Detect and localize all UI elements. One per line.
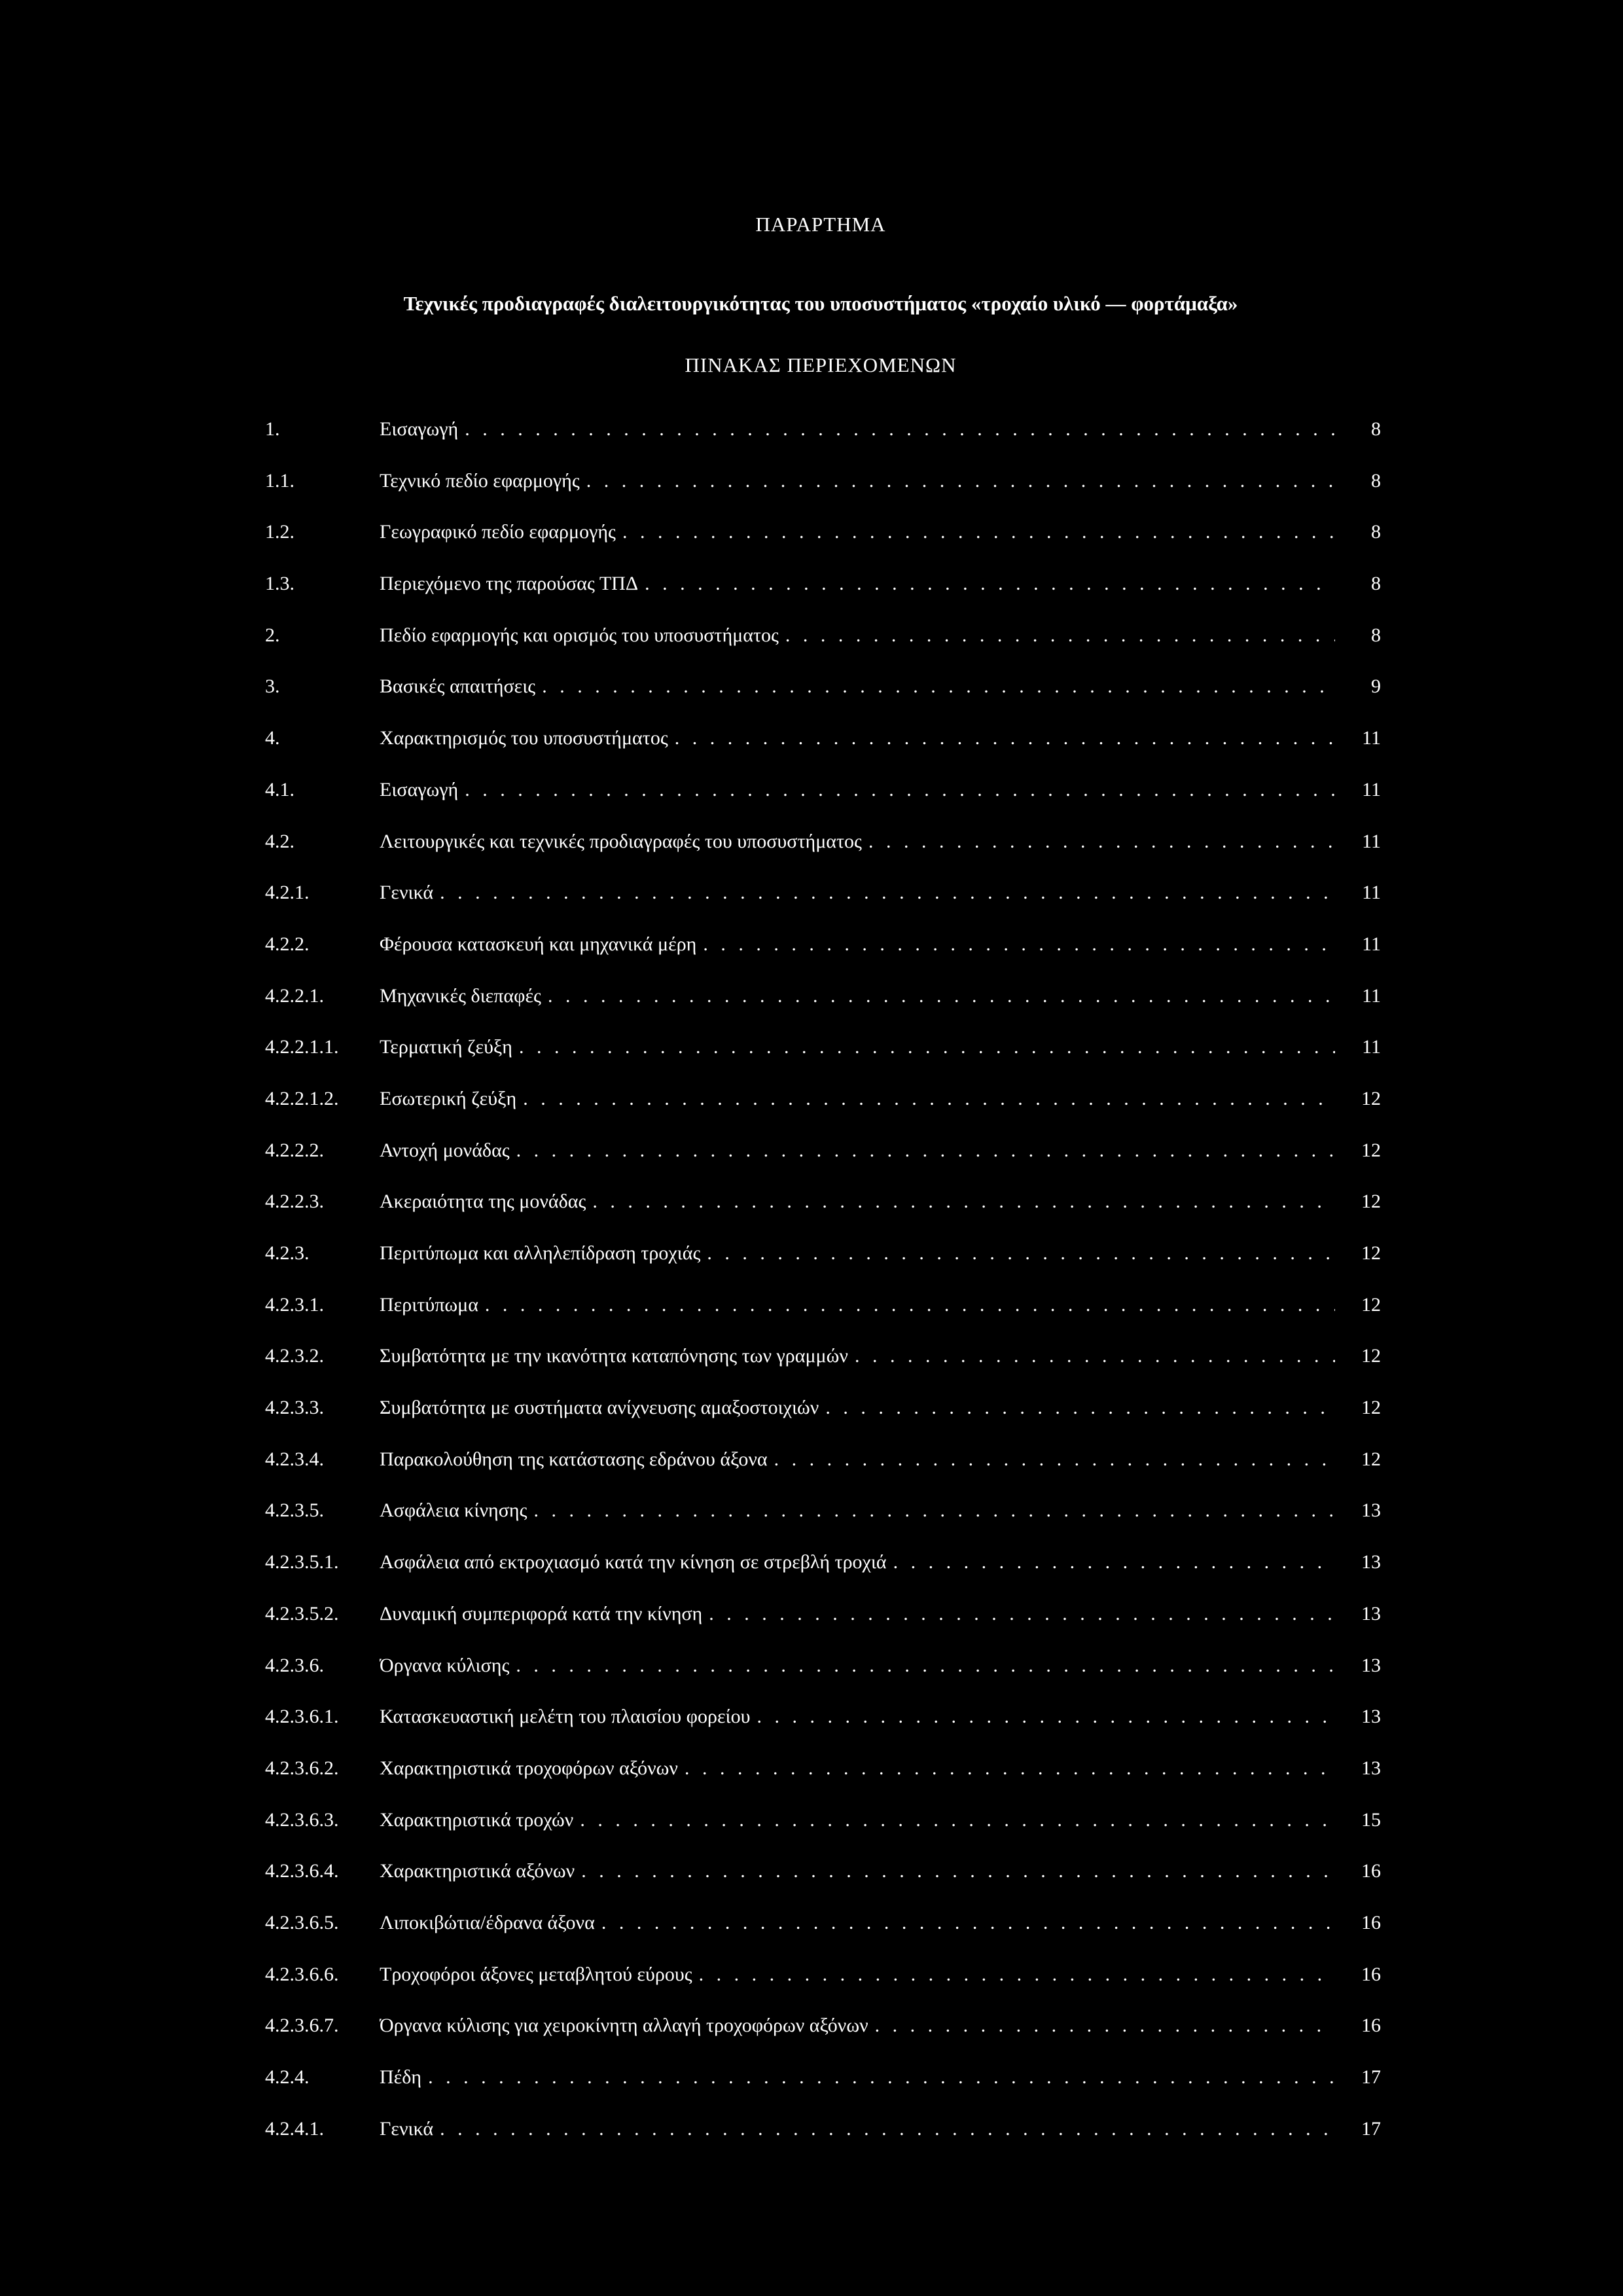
toc-entry-title-wrap (380, 720, 1335, 757)
toc-entry[interactable] (265, 1956, 1381, 2008)
toc-entry[interactable] (265, 411, 1381, 463)
toc-entry-title: Αντοχή μονάδας (380, 1139, 510, 1161)
toc-entry[interactable] (265, 1698, 1381, 1750)
toc-dot-leader (586, 463, 1335, 499)
toc-entry-number: 2. (265, 624, 280, 646)
toc-entry[interactable] (265, 565, 1381, 617)
toc-entry[interactable] (265, 2111, 1381, 2162)
toc-entry[interactable] (265, 1390, 1381, 1441)
toc-entry[interactable] (265, 514, 1381, 565)
toc-entry-title-wrap (380, 1081, 1335, 1117)
toc-entry-page-number: 16 (1361, 1911, 1381, 1933)
toc-dot-leader (699, 1956, 1335, 1993)
toc-entry-page-number: 11 (1362, 984, 1381, 1007)
toc-entry-title-wrap (380, 874, 1335, 911)
toc-entry-number: 4.2.2. (265, 933, 310, 955)
toc-entry-page-number: 17 (1361, 2117, 1381, 2140)
toc-entry-title: Περιτύπωμα και αλληλεπίδραση τροχιάς (380, 1242, 701, 1264)
toc-entry-number: 4.2.3.5.2. (265, 1602, 339, 1624)
toc-entry-title: Τροχοφόροι άξονες μεταβλητού εύρους (380, 1963, 692, 1985)
toc-entry-page-number: 11 (1362, 1036, 1381, 1058)
toc-dot-leader (465, 772, 1335, 808)
toc-entry-number: 4.2.3.6.7. (265, 2015, 339, 2037)
toc-entry-number: 4.2. (265, 830, 294, 852)
toc-entry[interactable] (265, 1132, 1381, 1184)
toc-entry-page-number: 12 (1361, 1345, 1381, 1367)
annex-title: ΠΑΡΑΡΤΗΜΑ (755, 213, 886, 236)
toc-entry[interactable] (265, 926, 1381, 978)
toc-entry-title-wrap (380, 2059, 1335, 2096)
toc-dot-leader (542, 668, 1335, 705)
toc-entry-title-wrap (380, 1287, 1335, 1323)
toc-dot-leader (868, 823, 1335, 860)
toc-entry-number: 4.2.3.2. (265, 1345, 324, 1367)
toc-entry-page-number: 11 (1362, 830, 1381, 852)
toc-entry-title-wrap (380, 1338, 1335, 1374)
toc-entry-title-wrap (380, 514, 1335, 550)
toc-entry-page-number: 11 (1362, 778, 1381, 800)
toc-entry-number: 4.2.3.1. (265, 1293, 324, 1316)
toc-entry-page-number: 9 (1371, 675, 1381, 698)
toc-entry-title-wrap (380, 1956, 1335, 1993)
toc-entry-page-number: 16 (1361, 1860, 1381, 1882)
toc-entry[interactable] (265, 978, 1381, 1030)
toc-entry-title: Παρακολούθηση της κατάστασης εδράνου άξονα (380, 1448, 768, 1470)
toc-entry-title-wrap (380, 1750, 1335, 1787)
toc-entry[interactable] (265, 823, 1381, 875)
toc-entry-number: 3. (265, 675, 280, 698)
toc-entry-title-wrap (380, 1132, 1335, 1169)
toc-entry-page-number: 13 (1361, 1551, 1381, 1573)
toc-entry-number: 4.2.2.1. (265, 984, 324, 1007)
toc-entry-page-number: 12 (1361, 1087, 1381, 1109)
toc-entry-title: Χαρακτηριστικά αξόνων (380, 1860, 575, 1882)
toc-entry-title-wrap (380, 1853, 1335, 1890)
toc-entry-title: Συμβατότητα με την ικανότητα καταπόνησης των γραμμών (380, 1345, 848, 1367)
toc-entry-page-number: 8 (1371, 624, 1381, 646)
toc-entry-title-wrap (380, 1029, 1335, 1066)
toc-entry[interactable] (265, 2007, 1381, 2059)
toc-entry-number: 4.2.3.6.2. (265, 1757, 339, 1779)
toc-entry[interactable] (265, 874, 1381, 926)
toc-entry-page-number: 11 (1362, 933, 1381, 955)
toc-entry-number: 1.3. (265, 573, 294, 595)
toc-entry-number: 1.1. (265, 469, 294, 492)
toc-entry-number: 4. (265, 727, 280, 749)
toc-entry-title-wrap (380, 1183, 1335, 1220)
toc-entry-page-number: 8 (1371, 418, 1381, 440)
toc-entry[interactable] (265, 1029, 1381, 1081)
toc-entry[interactable] (265, 772, 1381, 823)
toc-dot-leader (703, 926, 1335, 963)
toc-entry-number: 4.2.2.2. (265, 1139, 324, 1161)
toc-entry-title: Γεωγραφικό πεδίο εφαρμογής (380, 521, 616, 543)
toc-entry-title-wrap (380, 926, 1335, 963)
toc-dot-leader (825, 1390, 1335, 1426)
toc-entry-title: Χαρακτηριστικά τροχοφόρων αξόνων (380, 1757, 678, 1779)
toc-entry-number: 4.2.4. (265, 2066, 310, 2088)
toc-entry-title-wrap (380, 1802, 1335, 1839)
toc-entry-title: Χαρακτηρισμός του υποσυστήματος (380, 727, 668, 749)
toc-entry-number: 4.1. (265, 778, 294, 800)
toc-entry[interactable] (265, 1905, 1381, 1956)
toc-dot-leader (580, 1802, 1335, 1839)
toc-entry-number: 4.2.1. (265, 882, 310, 904)
toc-dot-leader (519, 1029, 1335, 1066)
toc-entry-number: 1. (265, 418, 280, 440)
toc-entry-page-number: 12 (1361, 1242, 1381, 1264)
toc-dot-leader (601, 1905, 1335, 1941)
toc-dot-leader (893, 1544, 1335, 1581)
toc-dot-leader (645, 565, 1335, 602)
toc-entry-title: Κατασκευαστική μελέτη του πλαισίου φορείου (380, 1706, 751, 1728)
toc-entry-title-wrap (380, 565, 1335, 602)
toc-dot-leader (440, 874, 1335, 911)
toc-entry-number: 4.2.3.6.4. (265, 1860, 339, 1882)
toc-entry-page-number: 15 (1361, 1808, 1381, 1831)
toc-entry-title: Περιτύπωμα (380, 1293, 478, 1316)
toc-entry[interactable] (265, 1596, 1381, 1647)
toc-entry-page-number: 16 (1361, 2015, 1381, 2037)
toc-entry-title-wrap (380, 2111, 1335, 2147)
toc-entry-title-wrap (380, 978, 1335, 1014)
toc-entry-title: Τεχνικό πεδίο εφαρμογής (380, 469, 580, 492)
toc-entry-title: Εσωτερική ζεύξη (380, 1087, 517, 1109)
toc-entry-number: 4.2.3. (265, 1242, 310, 1264)
toc-entry-title-wrap (380, 1905, 1335, 1941)
toc-dot-leader (875, 2007, 1335, 2044)
toc-entry-title-wrap (380, 1698, 1335, 1735)
toc-entry[interactable] (265, 1750, 1381, 1802)
toc-entry-title: Ακεραιότητα της μονάδας (380, 1191, 586, 1213)
toc-entry-title: Ασφάλεια από εκτροχιασμό κατά την κίνηση σε στρεβλή τροχιά (380, 1551, 887, 1573)
toc-entry-title: Μηχανικές διεπαφές (380, 984, 541, 1007)
toc-entry[interactable] (265, 1492, 1381, 1544)
toc-entry[interactable] (265, 1802, 1381, 1854)
toc-entry-title: Συμβατότητα με συστήματα ανίχνευσης αμαξοστοιχιών (380, 1397, 819, 1419)
toc-entry[interactable] (265, 1647, 1381, 1699)
toc-entry-number: 4.2.2.1.1. (265, 1036, 339, 1058)
toc-entry-title-wrap (380, 1441, 1335, 1478)
toc-entry-page-number: 17 (1361, 2066, 1381, 2088)
toc-entry-title-wrap (380, 1544, 1335, 1581)
toc-entry[interactable] (265, 1338, 1381, 1390)
toc-entry-title: Πέδη (380, 2066, 422, 2088)
toc-entry-page-number: 12 (1361, 1397, 1381, 1419)
toc-entry-page-number: 12 (1361, 1139, 1381, 1161)
toc-entry-title: Όργανα κύλισης για χειροκίνητη αλλαγή τροχοφόρων αξόνων (380, 2015, 868, 2037)
toc-dot-leader (548, 978, 1335, 1014)
toc-entry[interactable] (265, 463, 1381, 514)
toc-entry-page-number: 8 (1371, 469, 1381, 492)
toc-entry-title: Εισαγωγή (380, 418, 459, 440)
toc-entry-title: Γενικά (380, 882, 434, 904)
toc-entry[interactable] (265, 668, 1381, 720)
toc-entry-title: Εισαγωγή (380, 778, 459, 800)
toc-entry-page-number: 8 (1371, 573, 1381, 595)
toc-entry-number: 4.2.3.3. (265, 1397, 324, 1419)
toc-entry[interactable] (265, 1544, 1381, 1596)
toc-entry-page-number: 12 (1361, 1448, 1381, 1470)
toc-dot-leader (709, 1596, 1335, 1632)
toc-entry-number: 4.2.3.5. (265, 1499, 324, 1522)
toc-entry[interactable] (265, 1235, 1381, 1287)
toc-entry-title-wrap (380, 2007, 1335, 2044)
toc-entry[interactable] (265, 617, 1381, 669)
toc-entry-title-wrap (380, 823, 1335, 860)
toc-dot-leader (675, 720, 1335, 757)
toc-dot-leader (533, 1492, 1335, 1529)
toc-dot-leader (465, 411, 1335, 448)
toc-entry[interactable] (265, 1183, 1381, 1235)
toc-entry-title: Βασικές απαιτήσεις (380, 675, 536, 698)
toc-entry-title: Περιεχόμενο της παρούσας ΤΠΔ (380, 573, 639, 595)
toc-entry-title-wrap (380, 463, 1335, 499)
toc-entry-title: Τερματική ζεύξη (380, 1036, 512, 1058)
toc-entry-page-number: 11 (1362, 882, 1381, 904)
toc-entry[interactable] (265, 1853, 1381, 1905)
toc-entry-title-wrap (380, 411, 1335, 448)
toc-entry-page-number: 13 (1361, 1654, 1381, 1676)
document-title: Τεχνικές προδιαγραφές διαλειτουργικότητας του υποσυστήματος «τροχαίο υλικό — φορτάμαξα» (403, 292, 1238, 315)
toc-entry-page-number: 13 (1361, 1757, 1381, 1779)
toc-entry-number: 4.2.3.5.1. (265, 1551, 339, 1573)
toc-entry-number: 4.2.4.1. (265, 2117, 324, 2140)
toc-entry-number: 4.2.3.6.3. (265, 1808, 339, 1831)
toc-entry[interactable] (265, 1287, 1381, 1338)
toc-entry-page-number: 8 (1371, 521, 1381, 543)
toc-dot-leader (855, 1338, 1335, 1374)
toc-dot-leader (516, 1132, 1335, 1169)
toc-entry-number: 4.2.2.1.2. (265, 1087, 339, 1109)
table-of-contents (265, 411, 1381, 2162)
toc-entry-number: 4.2.3.6.1. (265, 1706, 339, 1728)
toc-dot-leader (428, 2059, 1335, 2096)
toc-dot-leader (516, 1647, 1335, 1684)
toc-entry-number: 4.2.3.6.6. (265, 1963, 339, 1985)
toc-entry-page-number: 13 (1361, 1499, 1381, 1522)
toc-entry-number: 4.2.3.4. (265, 1448, 324, 1470)
toc-dot-leader (757, 1698, 1335, 1735)
toc-entry-title: Πεδίο εφαρμογής και ορισμός του υποσυστήματος (380, 624, 779, 646)
toc-dot-leader (440, 2111, 1335, 2147)
toc-entry-number: 4.2.3.6.5. (265, 1911, 339, 1933)
toc-entry-number: 4.2.2.3. (265, 1191, 324, 1213)
toc-entry-title: Ασφάλεια κίνησης (380, 1499, 527, 1522)
toc-dot-leader (707, 1235, 1335, 1272)
toc-dot-leader (785, 617, 1335, 654)
toc-heading: ΠΙΝΑΚΑΣ ΠΕΡΙΕΧΟΜΕΝΩΝ (685, 353, 957, 376)
toc-dot-leader (685, 1750, 1335, 1787)
toc-entry-title-wrap (380, 772, 1335, 808)
toc-entry-title-wrap (380, 1492, 1335, 1529)
toc-entry-title: Γενικά (380, 2117, 434, 2140)
toc-entry-page-number: 16 (1361, 1963, 1381, 1985)
toc-entry-page-number: 12 (1361, 1293, 1381, 1316)
toc-entry[interactable] (265, 2059, 1381, 2111)
toc-entry-title: Φέρουσα κατασκευή και μηχανικά μέρη (380, 933, 697, 955)
toc-entry-number: 4.2.3.6. (265, 1654, 324, 1676)
toc-dot-leader (523, 1081, 1335, 1117)
toc-entry-title-wrap (380, 668, 1335, 705)
toc-entry-page-number: 13 (1361, 1602, 1381, 1624)
toc-entry-title: Λιποκιβώτια/έδρανα άξονα (380, 1911, 595, 1933)
toc-entry-title-wrap (380, 1390, 1335, 1426)
toc-dot-leader (622, 514, 1335, 550)
toc-dot-leader (581, 1853, 1335, 1890)
toc-entry-title-wrap (380, 617, 1335, 654)
toc-entry-title-wrap (380, 1235, 1335, 1272)
toc-entry-title: Χαρακτηριστικά τροχών (380, 1808, 574, 1831)
toc-dot-leader (485, 1287, 1335, 1323)
toc-entry-page-number: 12 (1361, 1191, 1381, 1213)
toc-dot-leader (592, 1183, 1335, 1220)
toc-entry[interactable] (265, 720, 1381, 772)
toc-entry-page-number: 11 (1362, 727, 1381, 749)
toc-entry-title-wrap (380, 1647, 1335, 1684)
toc-entry-page-number: 13 (1361, 1706, 1381, 1728)
toc-entry-title-wrap (380, 1596, 1335, 1632)
toc-entry-title: Όργανα κύλισης (380, 1654, 510, 1676)
toc-entry-number: 1.2. (265, 521, 294, 543)
toc-entry[interactable] (265, 1441, 1381, 1493)
toc-entry-title: Δυναμική συμπεριφορά κατά την κίνηση (380, 1602, 703, 1624)
toc-entry[interactable] (265, 1081, 1381, 1132)
toc-dot-leader (774, 1441, 1335, 1478)
toc-entry-title: Λειτουργικές και τεχνικές προδιαγραφές του υποσυστήματος (380, 830, 862, 852)
